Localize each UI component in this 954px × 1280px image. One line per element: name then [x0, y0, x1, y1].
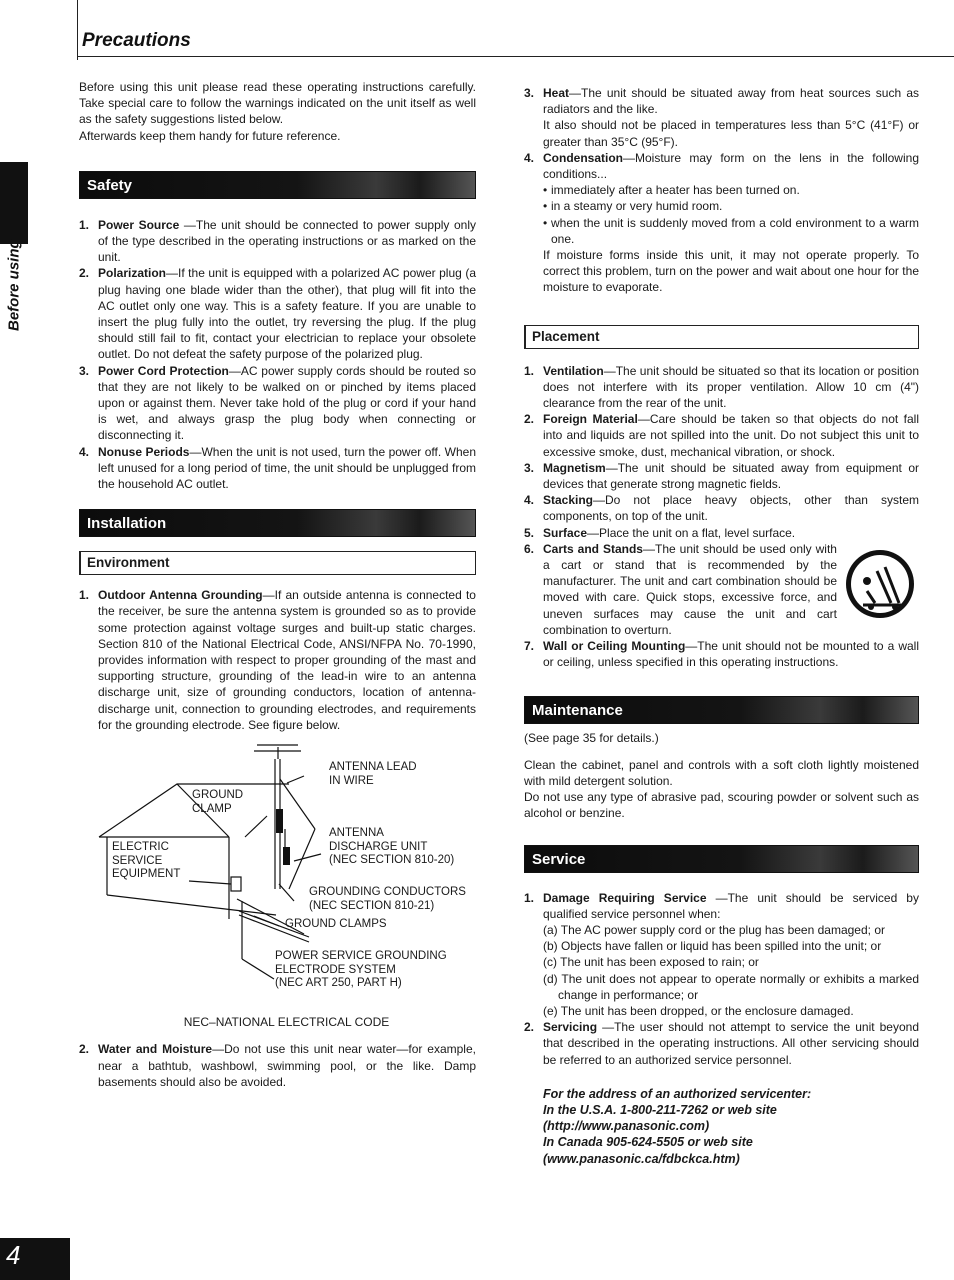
label-power-service: POWER SERVICE GROUNDING ELECTRODE SYSTEM (NEC ART 250, PART H) — [275, 950, 447, 990]
list-item — [524, 1019, 919, 1068]
item-number: 2. — [79, 266, 90, 281]
item-number: 3. — [524, 86, 535, 100]
item-title: Wall or Ceiling Mounting — [543, 639, 686, 654]
item-title: Carts and Stands — [543, 541, 643, 556]
item-text: —The unit should be situated so that its location or position does not interfere with its proper ventilation. Allow 10 cm (4") clearance from the rear of the unit. — [543, 363, 919, 411]
list-item — [79, 265, 476, 362]
right-column — [524, 85, 919, 1167]
installation-list — [79, 587, 476, 733]
item-text: —The unit should be used only with a cart or stand that is recommended by the manufacturer. The unit and cart combination should be moved with care. Quick stops, excessive force, and uneven surfaces may cause the unit and cart combination to overturn. — [543, 541, 837, 637]
list-item — [524, 150, 919, 296]
list-item — [524, 363, 919, 412]
installation-heading: Installation — [87, 515, 167, 533]
item-text: —The unit should be situated away from heat sources such as radiators and the like. — [543, 86, 919, 117]
item-number: 3. — [79, 363, 90, 378]
item-number: 3. — [524, 460, 535, 475]
list-item — [524, 492, 919, 524]
bullet-item: • in a steamy or very humid room. — [543, 198, 919, 214]
item-text: —If an outside antenna is connected to the receiver, be sure the antenna system is grounded so as to provide some protection against voltage surges and built-up static charges. Section 810 of the National Electrical Code, ANSI/NFPA No. 70-1990, provides information with respect to proper grounding of the mast and supporting structure, grounding of the lead-in wire to an antenna discharge unit, size of grounding conductors, location of antenna-discharge unit, connection to grounding electrodes, and requirements for the grounding electrode. See figure below. — [98, 588, 476, 732]
maintenance-see-page: (See page 35 for details.) — [524, 730, 659, 745]
heat-extra: It also should not be placed in temperatures less than 5°C (41°F) or greater than 35°C (95°F). — [543, 118, 919, 149]
environment-heading: Environment — [87, 555, 170, 571]
service-sub-item: (c) The unit has been exposed to rain; or — [543, 955, 759, 970]
installation-heading-bar — [79, 509, 476, 537]
item-text: —The unit should be situated away from equipment or devices that generate strong magnetic fields. — [543, 460, 919, 492]
item-text: —When the unit is not used, turn the power off. When left unused for a long period of time, the unit should be unplugged from the household AC outlet. — [98, 444, 476, 492]
label-grounding-conductors: GROUNDING CONDUCTORS (NEC SECTION 810-21) — [309, 886, 466, 912]
maintenance-paragraph: Clean the cabinet, panel and controls with a soft cloth lightly moistened with mild detergent solution. — [524, 757, 919, 788]
item-number: 2. — [524, 412, 535, 427]
item-number: 7. — [524, 639, 535, 654]
item-number: 5. — [524, 525, 535, 540]
bullet-item: • immediately after a heater has been turned on. — [543, 182, 919, 198]
item-text: —The user should not attempt to service the unit beyond that described in the operating instructions. All other servicing should be referred to an authorized service personnel. — [543, 1020, 919, 1067]
item-text: —Do not use this unit near water—for example, near a bathtub, washbowl, swimming pool, or the like. Damp basements should also be avoided. — [98, 1042, 476, 1089]
note-line: In the U.S.A. 1-800-211-7262 or web site — [543, 1102, 777, 1117]
installation-list-continued — [79, 1041, 476, 1090]
item-number: 1. — [524, 890, 535, 905]
cart-warning-icon — [843, 547, 917, 621]
label-antenna-discharge: ANTENNA DISCHARGE UNIT (NEC SECTION 810-20) — [329, 827, 455, 867]
item-number: 1. — [79, 217, 90, 232]
side-tab-label: Before using — [5, 239, 23, 331]
item-number: 6. — [524, 541, 535, 556]
service-sub-item: (a) The AC power supply cord or the plug has been damaged; or — [543, 922, 885, 937]
item-number: 1. — [524, 363, 535, 378]
item-number: 2. — [79, 1042, 90, 1057]
left-column — [79, 79, 476, 1090]
intro-paragraph: Before using this unit please read these operating instructions carefully. Take special care to follow the warnings indicated on the unit itself as well as the safety suggestions listed below. — [79, 80, 476, 127]
item-title: Damage Requiring Service — [543, 890, 707, 905]
item-text: —If the unit is equipped with a polarized AC power plug (a plug having one blade wider than the other), that plug will fit into the AC outlet only one way. This is a safety feature. If you are unable to insert the plug fully into the outlet, try reversing the plug. If the plug should still fail to fit, contact your electrician to replace your obsolete outlet. Do not defeat the safety purpose of the polarized plug. — [98, 266, 476, 362]
list-item — [79, 1041, 476, 1090]
condensation-bullets — [543, 182, 919, 247]
list-item — [524, 460, 919, 492]
item-title: Foreign Material — [543, 412, 638, 427]
item-text: —The unit should not be mounted to a wall or ceiling, unless specified in this operating instructions. — [543, 639, 920, 670]
item-text: —Do not place heavy objects, other than system components, on top of the unit. — [543, 493, 919, 524]
environment-heading-box — [79, 551, 476, 575]
placement-list — [524, 363, 919, 671]
service-sub-item: (d) The unit does not appear to operate normally or exhibits a marked change in performance; or — [543, 971, 919, 1002]
header-rule — [78, 56, 954, 57]
label-ground-clamps: GROUND CLAMPS — [285, 918, 387, 931]
safety-list — [79, 217, 476, 492]
item-title: Water and Moisture — [98, 1042, 213, 1057]
service-sub-item: (e) The unit has been dropped, or the enclosure damaged. — [543, 1003, 854, 1018]
item-number: 4. — [79, 444, 90, 459]
bullet-item: • when the unit is suddenly moved from a cold environment to a warm one. — [543, 215, 919, 247]
list-item — [79, 587, 476, 733]
condensation-extra: If moisture forms inside this unit, it may not operate properly. To correct this problem, turn on the power and wait about one hour for the moisture to evaporate. — [543, 248, 919, 295]
list-item — [524, 85, 919, 150]
placement-heading: Placement — [532, 328, 600, 344]
list-item — [524, 525, 919, 541]
note-line: (www.panasonic.ca/fdbckca.htm) — [543, 1151, 740, 1166]
item-title: Polarization — [98, 266, 167, 281]
service-address-note — [524, 1086, 919, 1167]
item-text: —Care should be taken so that objects do not fall into and liquids are not spilled into the unit. Do not subject this unit to excessive smoke, dust, mechanical vibration, or shock. — [543, 412, 919, 459]
note-line: For the address of an authorized servicenter: — [543, 1086, 812, 1101]
list-item — [524, 541, 919, 638]
note-line: In Canada 905-624-5505 or web site — [543, 1135, 753, 1150]
maintenance-heading-bar — [524, 696, 919, 724]
diagram-caption: NEC–NATIONAL ELECTRICAL CODE — [183, 1015, 390, 1030]
item-title: Nonuse Periods — [98, 444, 190, 459]
item-text: —AC power supply cords should be routed so that they are not likely to be walked on or pinched by items placed upon or against them. Never take hold of the plug or cord if your hand is wet, and always grasp the plug body when connecting or disconnecting it. — [98, 363, 476, 443]
item-number: 4. — [524, 493, 535, 508]
placement-heading-box — [524, 325, 919, 349]
service-heading-bar — [524, 845, 919, 873]
item-text: —The unit should be connected to power supply only of the type described in the operating instructions or as marked on the unit. — [98, 217, 476, 265]
item-title: Condensation — [543, 150, 623, 165]
label-antenna-lead: ANTENNA LEAD IN WIRE — [329, 761, 417, 787]
label-ground-clamp: GROUND CLAMP — [192, 789, 244, 815]
antenna-grounding-diagram — [79, 739, 476, 1009]
item-text: —The unit should be serviced by qualified service personnel when: — [543, 890, 919, 921]
item-number: 2. — [524, 1020, 535, 1035]
note-line: (http://www.panasonic.com) — [543, 1119, 710, 1134]
safety-heading-bar — [79, 171, 476, 199]
service-list — [524, 890, 919, 1068]
list-item — [79, 363, 476, 444]
list-item — [524, 638, 919, 670]
page-number: 4 — [6, 1240, 21, 1270]
intro-paragraph: Afterwards keep them handy for future reference. — [79, 128, 341, 143]
label-electric-service: ELECTRIC SERVICE EQUIPMENT — [112, 841, 181, 881]
maintenance-heading: Maintenance — [532, 701, 623, 719]
item-title: Outdoor Antenna Grounding — [98, 588, 263, 603]
item-title: Power Cord Protection — [98, 363, 229, 378]
maintenance-paragraph: Do not use any type of abrasive pad, scouring powder or solvent such as alcohol or benzine. — [524, 790, 919, 821]
safety-heading: Safety — [87, 176, 133, 194]
list-item — [524, 411, 919, 460]
header-tick — [77, 0, 78, 60]
item-title: Power Source — [98, 217, 180, 232]
service-heading: Service — [532, 850, 586, 868]
item-text: —Moisture may form on the lens in the following conditions... — [543, 150, 919, 182]
item-text: —Place the unit on a flat, level surface. — [587, 525, 796, 540]
installation-list-right — [524, 85, 919, 296]
item-title: Magnetism — [543, 460, 606, 475]
item-title: Stacking — [543, 493, 594, 508]
item-title: Heat — [543, 86, 570, 100]
list-item — [79, 444, 476, 493]
item-number: 4. — [524, 150, 535, 165]
item-title: Servicing — [543, 1020, 598, 1035]
item-title: Surface — [543, 525, 588, 540]
item-number: 1. — [79, 588, 90, 603]
list-item — [524, 890, 919, 1020]
page-title: Precautions — [82, 30, 191, 51]
list-item — [79, 217, 476, 266]
service-sub-item: (b) Objects have fallen or liquid has been spilled into the unit; or — [543, 939, 882, 954]
item-title: Ventilation — [543, 363, 604, 378]
